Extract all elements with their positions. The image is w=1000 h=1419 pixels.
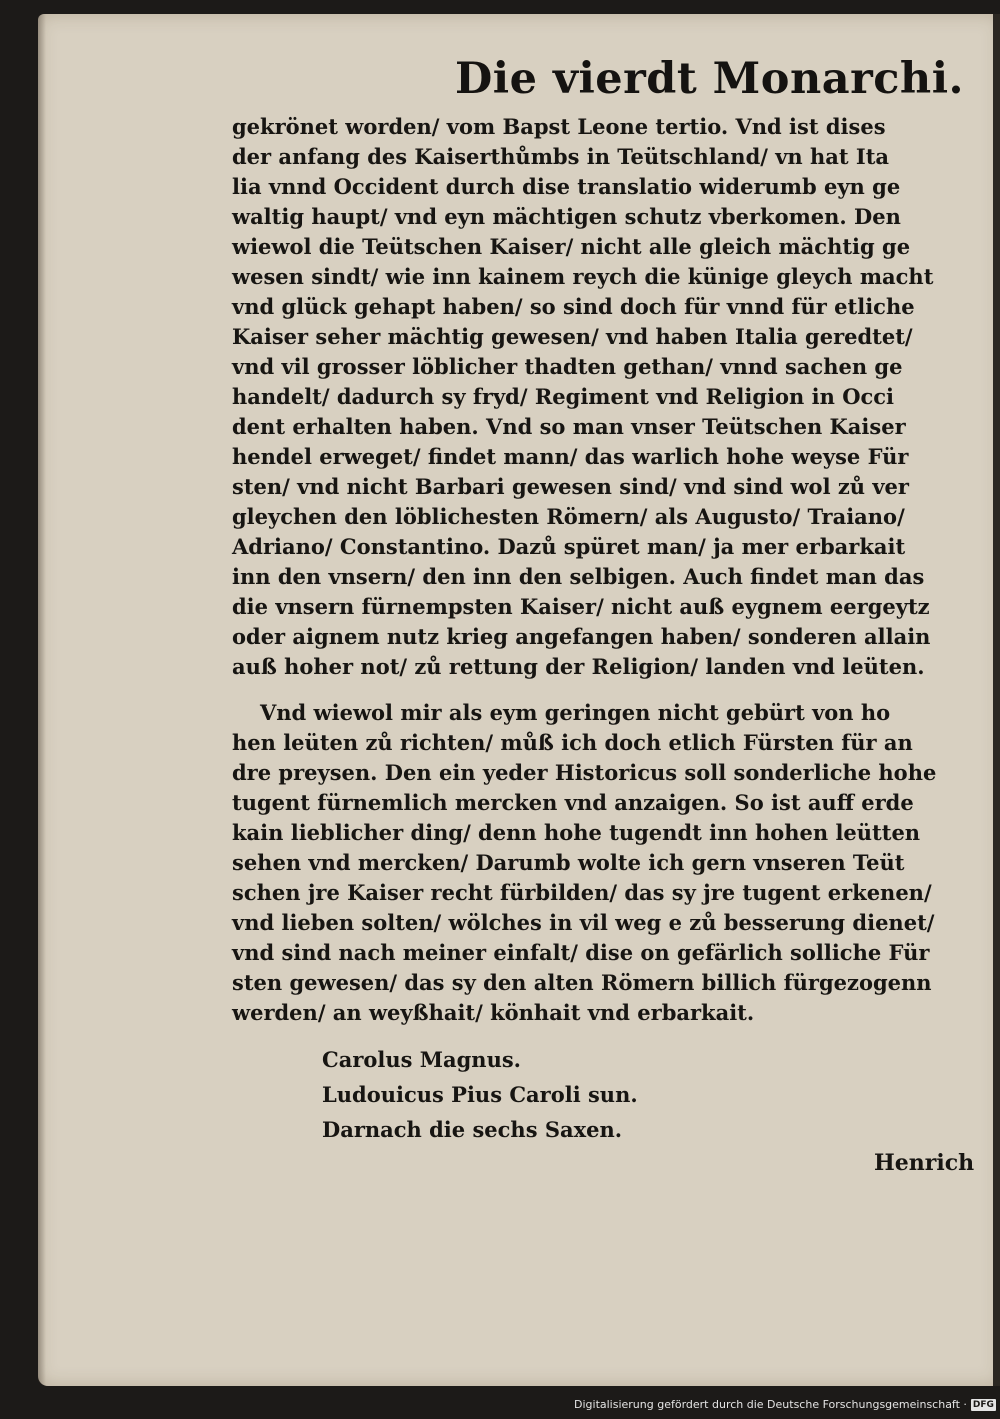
text-line: oder aignem nutz krieg angefangen haben/ sonderen allain (232, 624, 931, 649)
text-line: lia vnnd Occident durch dise translatio widerumb eyn ge (232, 174, 901, 199)
text-line: Kaiser seher mächtig gewesen/ vnd haben Italia geredtet/ (232, 324, 913, 349)
paragraph-1 (232, 112, 992, 682)
text-line: hen leüten zů richten/ můß ich doch etlich Fürsten für an (232, 730, 913, 755)
text-line: schen jre Kaiser recht fürbilden/ das sy jre tugent erkenen/ (232, 880, 932, 905)
text-line: gekrönet worden/ vom Bapst Leone tertio. Vnd ist dises (232, 114, 886, 139)
text-line: der anfang des Kaiserthůmbs in Teütschland/ vn hat Ita (232, 144, 890, 169)
text-line: vnd lieben solten/ wölches in vil weg e zů besserung dienet/ (232, 910, 935, 935)
text-line: die vnsern fürnempsten Kaiser/ nicht auß eygnem eergeytz (232, 594, 930, 619)
text-line: vnd sind nach meiner einfalt/ dise on gefärlich solliche Für (232, 940, 930, 965)
text-line: gleychen den löblichesten Römern/ als Augusto/ Traiano/ (232, 504, 905, 529)
text-line: kain lieblicher ding/ denn hohe tugendt inn hohen leütten (232, 820, 921, 845)
footer-credit (574, 1398, 994, 1411)
text-line: sten gewesen/ das sy den alten Römern billich fürgezogenn (232, 970, 932, 995)
list-item: Ludouicus Pius Caroli sun. (322, 1082, 638, 1107)
text-line: handelt/ dadurch sy fryd/ Regiment vnd Religion in Occi (232, 384, 895, 409)
running-title: Die vierdt Monarchi. (455, 54, 964, 104)
text-line: Vnd wiewol mir als eym geringen nicht gebürt von ho (260, 700, 891, 725)
text-line: wesen sindt/ wie inn kainem reych die künige gleych macht (232, 264, 934, 289)
paragraph-gap (232, 682, 992, 698)
text-line: vnd vil grosser löblicher thadten gethan/ vnnd sachen ge (232, 354, 903, 379)
paragraph-2 (232, 698, 992, 1028)
emperor-list (322, 1042, 638, 1147)
list-item: Darnach die sechs Saxen. (322, 1117, 623, 1142)
text-line: werden/ an weyßhait/ könhait vnd erbarkait. (232, 1000, 755, 1025)
catchword: Henrich (874, 1150, 975, 1176)
text-line: inn den vnsern/ den inn den selbigen. Auch findet man das (232, 564, 925, 589)
text-line: sten/ vnd nicht Barbari gewesen sind/ vnd sind wol zů ver (232, 474, 909, 499)
text-line: hendel erweget/ findet mann/ das warlich hohe weyse Für (232, 444, 909, 469)
text-line: dre preysen. Den ein yeder Historicus soll sonderliche hohe (232, 760, 937, 785)
text-line: dent erhalten haben. Vnd so man vnser Teütschen Kaiser (232, 414, 906, 439)
text-line: vnd glück gehapt haben/ so sind doch für vnnd für etliche (232, 294, 915, 319)
text-line: sehen vnd mercken/ Darumb wolte ich gern vnseren Teüt (232, 850, 905, 875)
footer-text: Digitalisierung gefördert durch die Deutsche Forschungsgemeinschaft · (574, 1398, 967, 1411)
list-item: Carolus Magnus. (322, 1047, 521, 1072)
main-text (232, 112, 992, 1028)
page-edge (993, 14, 1000, 1386)
text-line: auß hoher not/ zů rettung der Religion/ landen vnd leüten. (232, 654, 925, 679)
text-line: tugent fürnemlich mercken vnd anzaigen. So ist auff erde (232, 790, 914, 815)
dfg-logo-icon: DFG (972, 1399, 994, 1410)
text-line: Adriano/ Constantino. Dazů spüret man/ ja mer erbarkait (232, 534, 906, 559)
text-line: wiewol die Teütschen Kaiser/ nicht alle gleich mächtig ge (232, 234, 911, 259)
text-line: waltig haupt/ vnd eyn mächtigen schutz vberkomen. Den (232, 204, 901, 229)
